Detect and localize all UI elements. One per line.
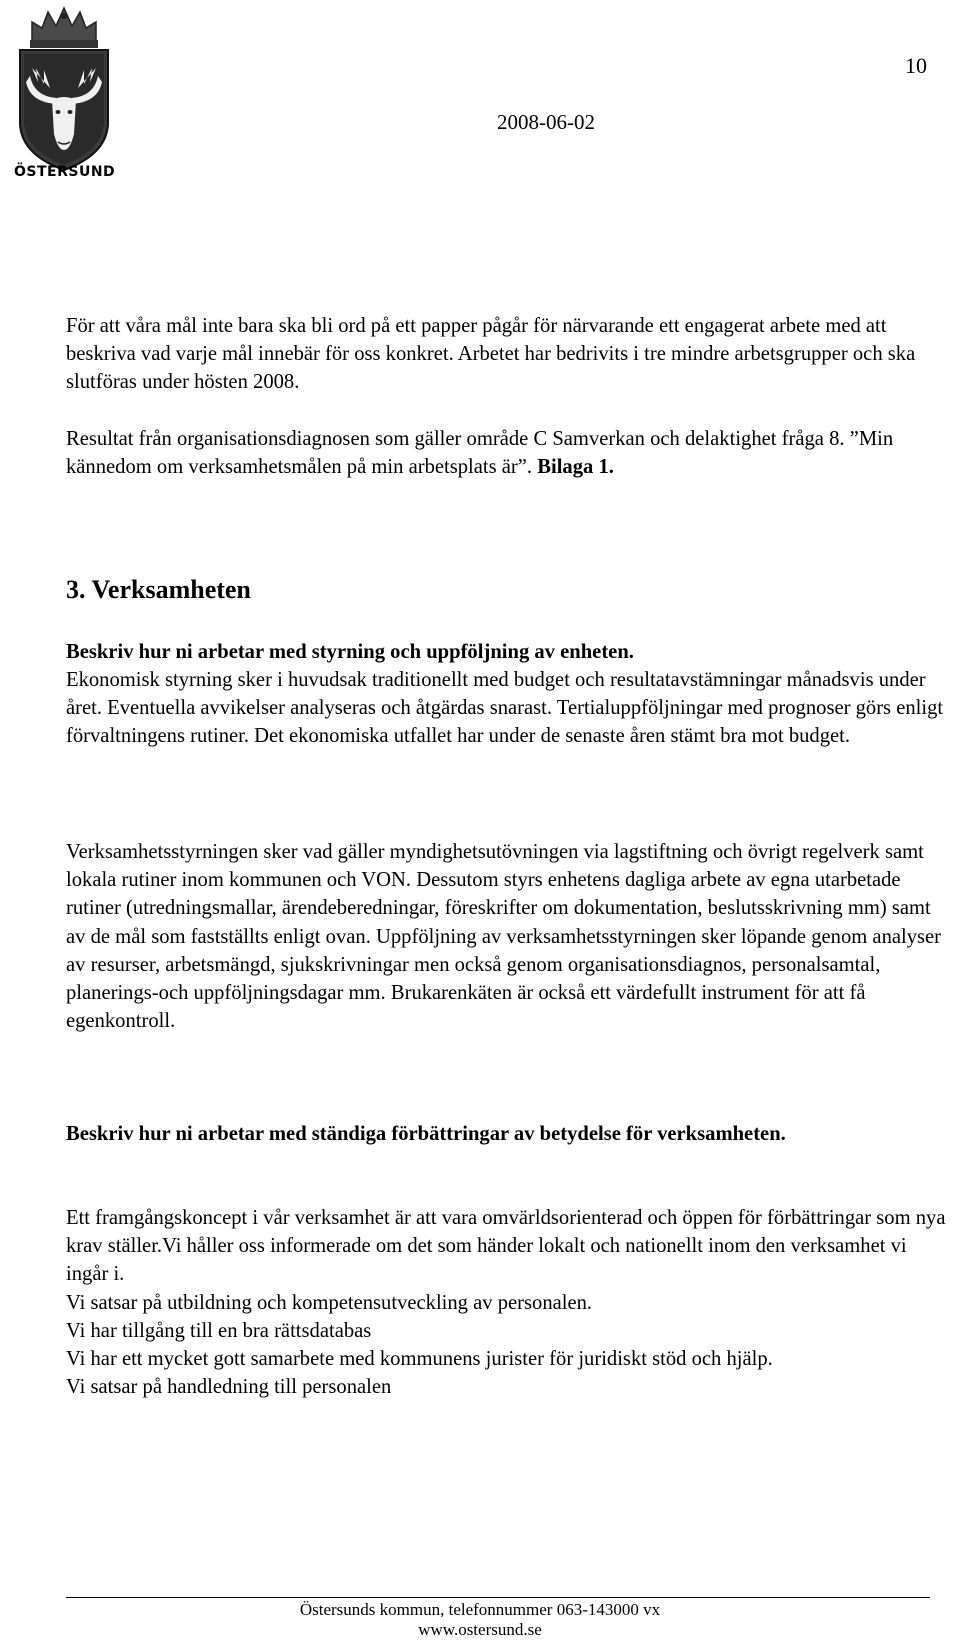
page-number: 10 [905, 53, 927, 78]
section-heading: 3. Verksamheten [66, 575, 251, 604]
improvement-line-5: Vi satsar på handledning till personalen [66, 1376, 392, 1399]
moose-crest-icon [14, 4, 114, 189]
logo-text: ÖSTERSUND [14, 164, 116, 180]
ostersund-logo [14, 4, 114, 189]
improvement-line-2: Vi satsar på utbildning och kompetensutveckling av personalen. [66, 1291, 593, 1314]
footer-contact: Östersunds kommun, telefonnummer 063-143000 vx [299, 1600, 661, 1619]
improvement-line-3: Vi har tillgång till en bra rättsdatabas [66, 1319, 372, 1342]
intro-paragraph-1: För att våra mål inte bara ska bli ord på ett papper pågår för närvarande ett engagerat arbete med att beskriva vad varje mål innebär för oss konkret. Arbetet har bedrivits i tre mindre arbetsgrupper och ska slutföras under hösten 2008. [66, 315, 916, 394]
paragraph-operational-control: Verksamhetsstyrningen sker vad gäller myndighetsutövningen via lagstiftning och övrigt regelverk samt lokala rutiner inom kommunen och VON. Dessutom styrs enhetens dagliga arbete av egna utarbetade rutiner (utredningsmallar, ärendeberedningar, föreskrifter om dokumentation, beslutsskrivning mm) samt av de mål som fastställts enligt ovan. Uppföljning av verksamhetsstyrningen sker löpande genom analyser av resurser, arbetsmängd, sjukskrivningar men också genom organisationsdiagnos, personalsamtal, planerings-och uppföljningsdagar mm. Brukarenkäten är också ett värdefullt instrument för att få egenkontroll. [66, 841, 942, 1033]
appendix-reference: Bilaga 1. [537, 456, 614, 479]
intro-paragraph-2 [66, 425, 946, 481]
paragraph-economic-control: Ekonomisk styrning sker i huvudsak traditionellt med budget och resultatavstämningar månadsvis under året. Eventuella avvikelser analyseras och åtgärdas snarast. Tertialuppföljningar med prognoser görs enligt förvaltningens rutiner. Det ekonomiska utfallet har under de senaste åren stämt bra mot budget. [66, 669, 944, 748]
footer-divider [66, 1597, 930, 1598]
footer-website: www.ostersund.se [418, 1620, 542, 1639]
paragraph-improvements [66, 1204, 946, 1401]
question-heading-1: Beskriv hur ni arbetar med styrning och uppföljning av enheten. [66, 641, 634, 663]
intro-paragraph-2-text: Resultat från organisationsdiagnosen som gäller område C Samverkan och delaktighet fråga 8. ”Min kännedom om verksamhetsmålen på min arbetsplats är”. [66, 428, 894, 479]
improvement-line-4: Vi har ett mycket gott samarbete med kommunens jurister för juridiskt stöd och hjälp. [66, 1348, 773, 1371]
improvement-line-1: Ett framgångskoncept i vår verksamhet är att vara omvärldsorienterad och öppen för förbättringar som nya krav ställer.Vi håller oss informerade om det som händer lokalt och nationellt inom den verksamhet vi ingår i. [66, 1207, 946, 1286]
document-date: 2008-06-02 [497, 110, 595, 134]
question-heading-2: Beskriv hur ni arbetar med ständiga förbättringar av betydelse för verksamheten. [66, 1123, 786, 1145]
